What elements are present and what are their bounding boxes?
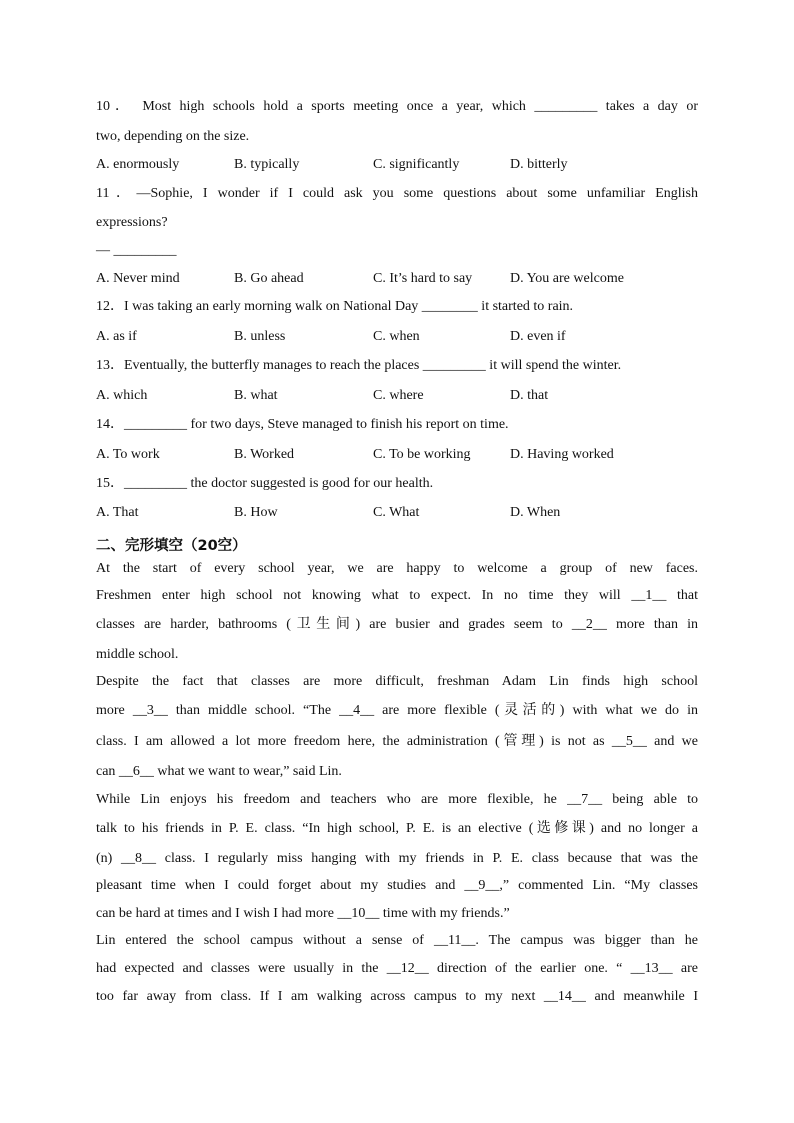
passage-line: too far away from class. If I am walking across campus to my next __14__ and meanwhile I xyxy=(96,989,698,1004)
option-d: D. that xyxy=(510,388,549,403)
option-b: B. How xyxy=(234,505,278,520)
passage-line: At the start of every school year, we are happy to welcome a group of new faces. xyxy=(96,561,698,576)
question-11-line-2: expressions? xyxy=(96,215,168,230)
option-b: B. Go ahead xyxy=(234,271,304,286)
option-d: D. bitterly xyxy=(510,157,568,172)
passage-line: pleasant time when I could forget about my studies and __9__,” commented Lin. “My classes xyxy=(96,878,698,893)
question-13-line-1: 13．Eventually, the butterfly manages to reach the places _________ it will spend the winter. xyxy=(96,358,622,373)
option-a: A. That xyxy=(96,505,139,520)
passage-line: While Lin enjoys his freedom and teachers who are more flexible, he __7__ being able to xyxy=(96,792,698,807)
section-title: 二、完形填空（20空） xyxy=(96,538,247,554)
question-10-line-1: 10． Most high schools hold a sports meeting once a year, which _________ takes a day or xyxy=(96,99,698,114)
question-10-line-2: two, depending on the size. xyxy=(96,129,250,144)
question-11-line-1: 11．—Sophie, I wonder if I could ask you some questions about some unfamiliar English xyxy=(96,186,698,201)
question-15-options xyxy=(96,502,698,524)
option-c: C. significantly xyxy=(373,157,460,172)
option-a: A. To work xyxy=(96,447,160,462)
option-a: A. as if xyxy=(96,329,137,344)
question-12-line-1: 12．I was taking an early morning walk on National Day ________ it started to rain. xyxy=(96,299,574,314)
option-b: B. unless xyxy=(234,329,286,344)
option-b: B. what xyxy=(234,388,278,403)
option-c: C. where xyxy=(373,388,424,403)
option-d: D. even if xyxy=(510,329,566,344)
option-a: A. enormously xyxy=(96,157,180,172)
passage-line: Despite the fact that classes are more difficult, freshman Adam Lin finds high school xyxy=(96,674,698,689)
option-c: C. To be working xyxy=(373,447,471,462)
question-12-options xyxy=(96,326,698,348)
passage-line: Freshmen enter high school not knowing what to expect. In no time they will __1__ that xyxy=(96,588,698,603)
passage-line: can __6__ what we want to wear,” said Lin. xyxy=(96,764,342,779)
passage-line: more __3__ than middle school. “The __4__ are more flexible (灵活的) with what we do in xyxy=(96,703,698,718)
question-15-line-1: 15．_________ the doctor suggested is good for our health. xyxy=(96,476,434,491)
question-13-options xyxy=(96,385,698,407)
option-c: C. when xyxy=(373,329,420,344)
passage-line: talk to his friends in P. E. class. “In high school, P. E. is an elective (选修课) and no longer a xyxy=(96,821,698,836)
option-c: C. It’s hard to say xyxy=(373,271,473,286)
option-a: A. which xyxy=(96,388,148,403)
passage-line: can be hard at times and I wish I had more __10__ time with my friends.” xyxy=(96,906,510,921)
option-a: A. Never mind xyxy=(96,271,180,286)
option-d: D. When xyxy=(510,505,561,520)
option-d: D. Having worked xyxy=(510,447,614,462)
passage-line: middle school. xyxy=(96,647,179,662)
passage-line: Lin entered the school campus without a sense of __11__. The campus was bigger than he xyxy=(96,933,698,948)
option-d: D. You are welcome xyxy=(510,271,624,286)
passage-line: class. I am allowed a lot more freedom here, the administration (管理) is not as __5__ and we xyxy=(96,734,698,749)
passage-line: had expected and classes were usually in the __12__ direction of the earlier one. “ __13__ are xyxy=(96,961,698,976)
passage-line: (n) __8__ class. I regularly miss hanging with my friends in P. E. class because that was the xyxy=(96,851,698,866)
question-11-options xyxy=(96,268,698,290)
question-11-line-3: — _________ xyxy=(96,243,177,258)
option-b: B. typically xyxy=(234,157,300,172)
passage-line: classes are harder, bathrooms (卫生间) are busier and grades seem to __2__ more than in xyxy=(96,617,698,632)
question-10-options xyxy=(96,154,698,176)
option-b: B. Worked xyxy=(234,447,295,462)
option-c: C. What xyxy=(373,505,420,520)
question-14-options xyxy=(96,444,698,466)
question-14-line-1: 14．_________ for two days, Steve managed to finish his report on time. xyxy=(96,417,509,432)
